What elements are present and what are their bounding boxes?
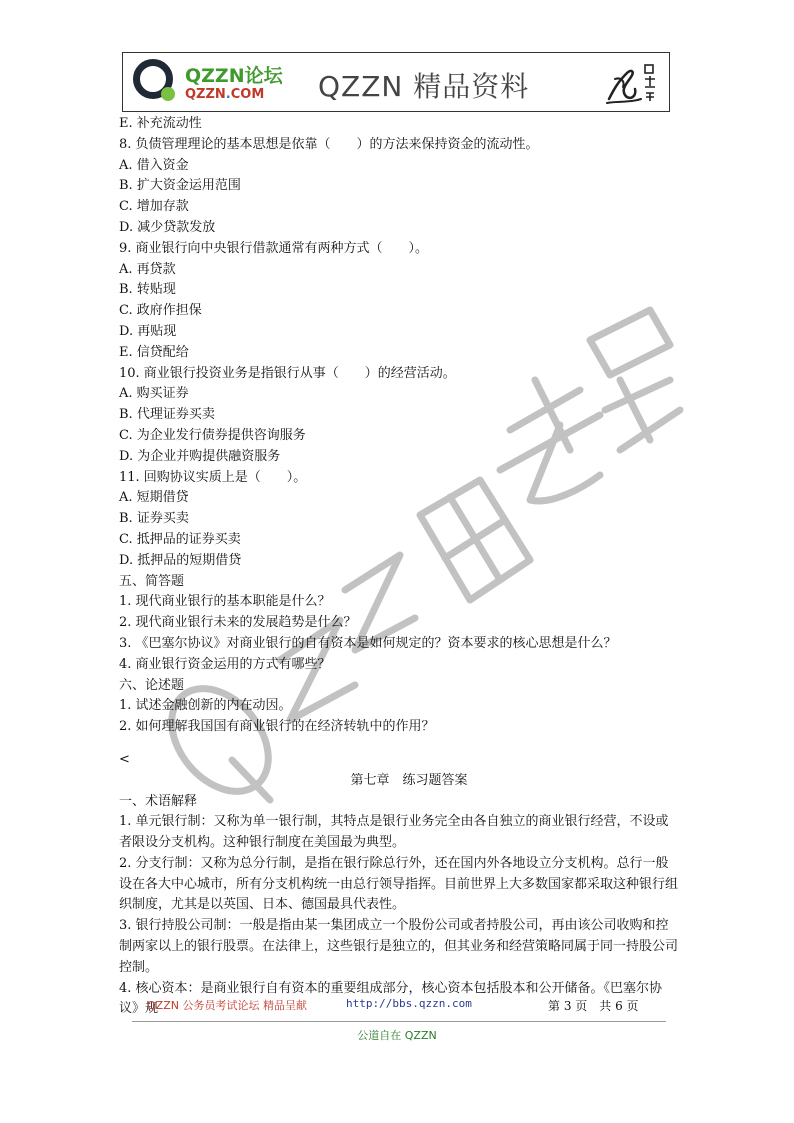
option-text: C. 增加存款 [119,199,189,215]
section-heading: 五、简答题 [119,573,185,589]
definition-paragraph: 2. 分支行制：又称为总分行制，是指在银行除总行外，还在国内外各地设立分支机构。总行一般设在各大中心城市，所有分支机构统一由总行领导指挥。目前世界上大多数国家都采取这种银行组织制度，尤其是以英国、日本、德国最具代表性。 [119,855,679,913]
question-text: 3. 《巴塞尔协议》对商业银行的自有资本是如何规定的？资本要求的核心思想是什么？ [119,635,617,651]
footer-divider [132,1021,666,1022]
calligraphy-seal-icon [601,59,663,107]
question-text: 2. 如何理解我国国有商业银行的在经济转轨中的作用？ [119,719,435,735]
page-footer [0,997,794,1017]
chapter-title: 第七章 练习题答案 [350,772,468,788]
header-title: QZZN 精品资料 [318,70,530,103]
footer-url-link[interactable]: http://bbs.qzzn.com [346,997,472,1010]
logo-domain-tld: COM [230,87,265,102]
option-text: C. 抵押品的证券买卖 [119,531,241,547]
option-text: A. 短期借贷 [119,490,189,506]
definition-paragraph: 1. 单元银行制：又称为单一银行制，其特点是银行业务完全由各自独立的商业银行经营，不设或者限设分支机构。这种银行制度在美国最为典型。 [119,814,669,851]
question-text: 11. 回购协议实质上是（ ）。 [119,469,307,485]
option-text: D. 抵押品的短期借贷 [119,552,242,568]
option-text: B. 扩大资金运用范围 [119,178,241,194]
logo-domain-main: QZZN [185,87,226,102]
definition-paragraph: 3. 银行持股公司制：一般是指由某一集团成立一个股份公司或者持股公司，再由该公司收购和控制两家以上的银行股票。在法律上，这些银行是独立的，但其业务和经营策略同属于同一持股公司控制。 [119,918,679,975]
section-heading: 一、术语解释 [119,793,198,809]
stray-character: < [119,751,130,767]
footer-forum-credit: QZZN 公务员考试论坛 精品呈献 [147,999,307,1012]
text-line: E. 补充流动性 [119,116,202,131]
option-text: D. 再贴现 [119,323,177,339]
document-body [119,114,679,1020]
header-banner [122,52,670,112]
question-text: 2. 现代商业银行未来的发展趋势是什么？ [119,615,357,631]
footer-page-number: 第 3 页 共 6 页 [548,999,639,1013]
option-text: B. 转贴现 [119,282,176,298]
option-text: C. 为企业发行债券提供咨询服务 [119,427,306,443]
option-text: D. 为企业并购提供融资服务 [119,448,281,464]
logo-domain [185,87,264,102]
option-text: B. 代理证券买卖 [119,407,215,423]
logo-domain-dot: . [225,87,231,102]
question-text: 9. 商业银行向中央银行借款通常有两种方式（ ）。 [119,240,429,256]
option-text: E. 信贷配给 [119,344,189,360]
option-text: C. 政府作担保 [119,303,202,319]
option-text: A. 再贷款 [119,261,176,277]
option-text: D. 减少贷款发放 [119,219,216,235]
question-text: 4. 商业银行资金运用的方式有哪些？ [119,656,331,672]
logo-brand: QZZN论坛 [185,65,283,87]
question-text: 1. 现代商业银行的基本职能是什么？ [119,594,331,610]
definition-paragraph: 4. 核心资本：是商业银行自有资本的重要组成部分，核心资本包括股本和公开储备。《巴塞尔协议》规 [119,980,663,1017]
section-heading: 六、论述题 [119,677,185,693]
question-text: 8. 负债管理理论的基本思想是依靠（ ）的方法来保持资金的流动性。 [119,136,539,152]
qzzn-logo-icon [133,59,173,99]
question-text: 1. 试述金融创新的内在动因。 [119,698,292,714]
footer-tagline: 公道自在 QZZN [357,1029,437,1042]
option-text: A. 购买证券 [119,386,189,402]
question-text: 10. 商业银行投资业务是指银行从事（ ）的经营活动。 [119,365,456,381]
option-text: A. 借入资金 [119,157,189,173]
option-text: B. 证券买卖 [119,511,189,527]
